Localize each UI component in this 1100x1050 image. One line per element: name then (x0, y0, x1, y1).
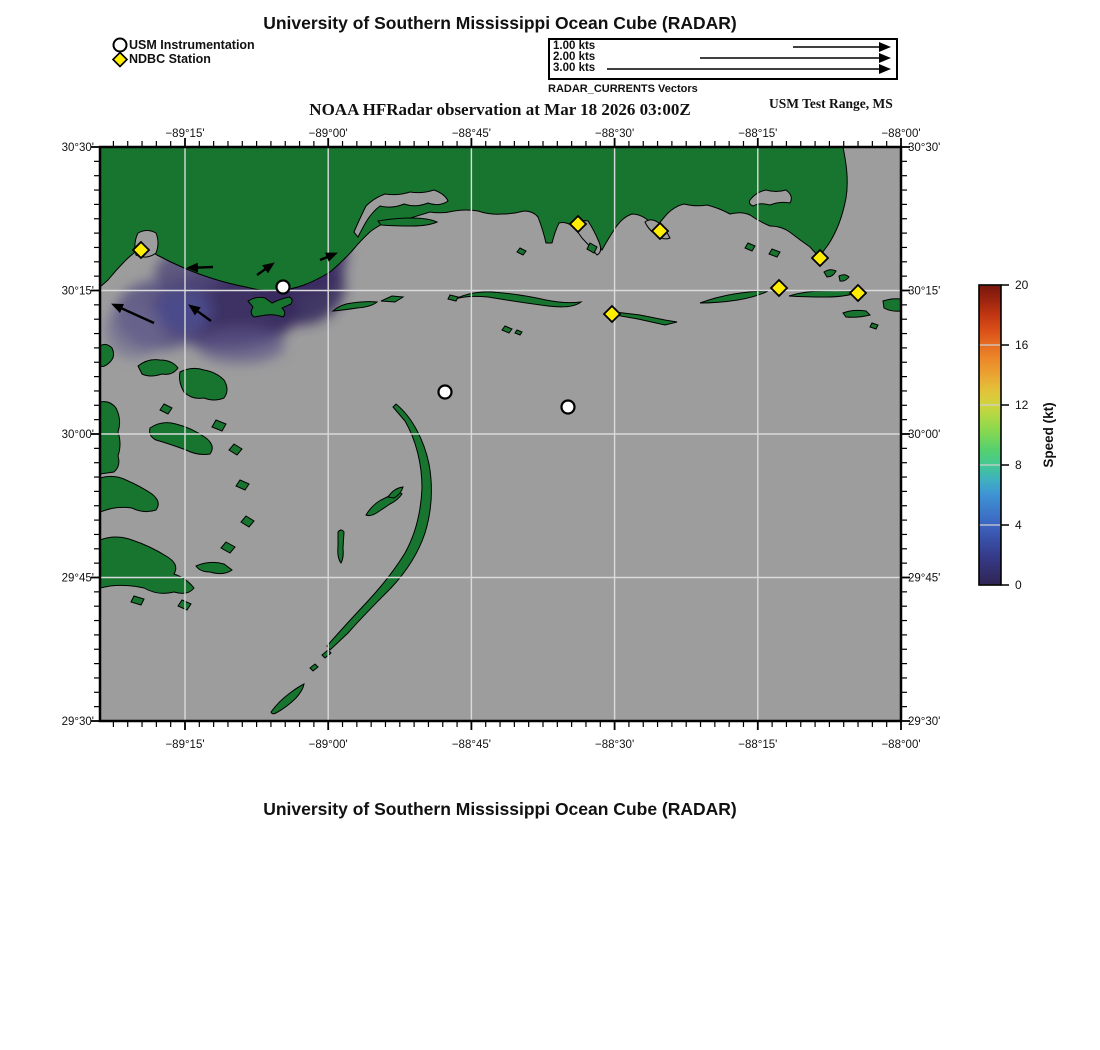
vector-scale-label-3: 3.00 kts (553, 62, 596, 74)
y-tick-label-left: 30°00' (61, 429, 94, 441)
x-tick-label-top: −88°45' (451, 128, 491, 140)
x-tick-label-bottom: −88°30' (595, 739, 635, 751)
chandeleur-west-islet-c (338, 530, 344, 563)
vector-scale-label-1: 1.00 kts (553, 40, 596, 52)
x-tick-label-top: −88°00' (881, 128, 921, 140)
legend-label-usm: USM Instrumentation (129, 37, 255, 52)
colorbar-axis-label: Speed (kt) (1041, 402, 1056, 468)
map-area (100, 147, 901, 721)
x-tick-label-bottom: −88°15' (738, 739, 778, 751)
x-tick-label-top: −89°00' (308, 128, 348, 140)
colorbar-gradient-bar (979, 285, 1001, 585)
colorbar-tick-label: 8 (1015, 458, 1022, 472)
colorbar-tick-label: 4 (1015, 518, 1022, 532)
x-tick-label-top: −88°30' (595, 128, 635, 140)
colorbar-tick-label: 0 (1015, 578, 1022, 592)
right-edge-island (883, 299, 901, 311)
x-tick-label-bottom: −89°15' (165, 739, 205, 751)
y-tick-label-left: 29°45' (61, 572, 94, 585)
usm-instrument-marker (562, 401, 575, 414)
vector-scale-box (548, 38, 898, 80)
usm-instrument-marker (439, 386, 452, 399)
y-tick-label-left: 29°30' (61, 716, 94, 728)
colorbar-group (979, 278, 1056, 592)
bottom-title: University of Southern Mississippi Ocean Cube (RADAR) (263, 799, 737, 819)
colorbar-tick-label: 20 (1015, 278, 1029, 292)
subtitle: NOAA HFRadar observation at Mar 18 2026 03:00Z (309, 100, 691, 119)
usm-instrumentation-legend-icon (114, 39, 127, 52)
y-tick-label-right: 30°00' (908, 429, 941, 441)
y-tick-label-left: 30°30' (61, 142, 94, 154)
y-tick-label-right: 30°15' (908, 285, 941, 298)
x-tick-label-bottom: −88°00' (881, 739, 921, 751)
y-tick-label-right: 29°30' (908, 716, 941, 728)
colorbar-tick-label: 16 (1015, 338, 1029, 352)
y-tick-label-right: 30°30' (908, 142, 941, 154)
x-tick-label-bottom: −88°45' (451, 739, 491, 751)
y-tick-label-right: 29°45' (908, 572, 941, 585)
y-tick-label-left: 30°15' (61, 285, 94, 298)
ndbc-station-legend-icon (113, 53, 127, 67)
island-sw-dauphin (843, 310, 870, 317)
marsh-patch-3 (100, 402, 120, 474)
current-vector-arrow (196, 267, 213, 268)
usm-instrument-marker (277, 281, 290, 294)
colorbar-tick-label: 12 (1015, 398, 1029, 412)
vector-scale-label-2: 2.00 kts (553, 51, 596, 63)
legend-label-ndbc: NDBC Station (129, 51, 211, 66)
top-title: University of Southern Mississippi Ocean Cube (RADAR) (263, 13, 737, 33)
vector-scale-caption: RADAR_CURRENTS Vectors (548, 83, 698, 95)
x-tick-label-bottom: −89°00' (308, 739, 348, 751)
deer-island (378, 218, 437, 226)
x-tick-label-top: −89°15' (165, 128, 205, 140)
range-label: USM Test Range, MS (769, 96, 893, 111)
x-tick-label-top: −88°15' (738, 128, 778, 140)
